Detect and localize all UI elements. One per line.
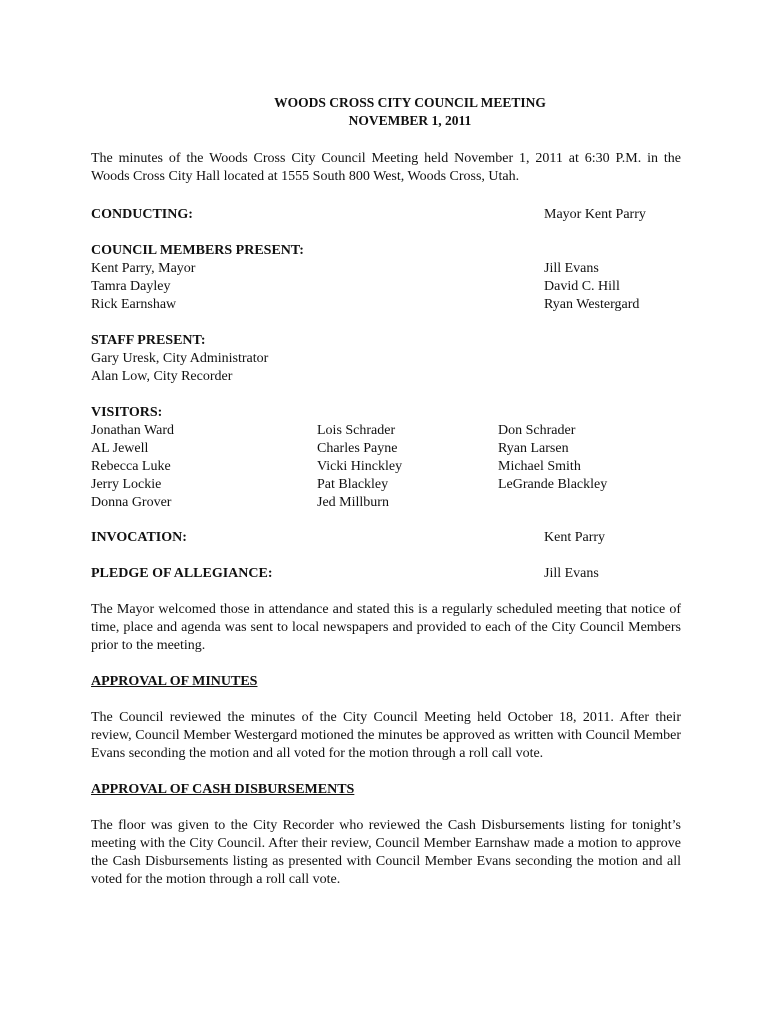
conducting-label: CONDUCTING:: [91, 207, 193, 222]
visitor: Ryan Larsen: [498, 441, 569, 456]
staff-member: Alan Low, City Recorder: [91, 369, 233, 384]
pledge-label: PLEDGE OF ALLEGIANCE:: [91, 566, 273, 581]
staff-section: [91, 332, 681, 386]
visitor: AL Jewell: [91, 441, 149, 456]
visitor: Rebecca Luke: [91, 459, 171, 474]
approval-minutes-paragraph: The Council reviewed the minutes of the City Council Meeting held October 18, 2011. After their review, Council Member Westergard motioned the minutes be approved as written with Council Member Evans seconding the motion and all voted for the motion through a roll call vote.: [91, 710, 681, 761]
invocation-value: Kent Parry: [544, 530, 606, 545]
council-member: David C. Hill: [544, 279, 620, 294]
visitor: Donna Grover: [91, 495, 172, 510]
council-members-label: COUNCIL MEMBERS PRESENT:: [91, 243, 304, 258]
conducting-value: Mayor Kent Parry: [544, 207, 646, 222]
visitor: Lois Schrader: [317, 423, 396, 438]
invocation-label: INVOCATION:: [91, 530, 187, 545]
visitor: Don Schrader: [498, 423, 576, 438]
title-line-1: WOODS CROSS CITY COUNCIL MEETING: [274, 95, 546, 110]
staff-member: Gary Uresk, City Administrator: [91, 351, 269, 366]
council-member-row: [91, 296, 681, 314]
visitor: Jed Millburn: [317, 495, 389, 510]
document-page: [91, 94, 681, 889]
council-member: Jill Evans: [544, 261, 599, 276]
approval-minutes-heading: APPROVAL OF MINUTES: [91, 674, 258, 689]
visitor: Vicki Hinckley: [317, 459, 403, 474]
invocation-row: [91, 529, 681, 547]
staff-label: STAFF PRESENT:: [91, 333, 206, 348]
cash-disbursements-heading: APPROVAL OF CASH DISBURSEMENTS: [91, 782, 355, 797]
council-member-row: [91, 260, 681, 278]
pledge-value: Jill Evans: [544, 566, 599, 581]
council-members-list: [91, 260, 681, 314]
council-member: Kent Parry, Mayor: [91, 261, 196, 276]
visitors-section: [91, 404, 681, 512]
cash-disbursements-paragraph: The floor was given to the City Recorder who reviewed the Cash Disbursements listing for tonight’s meeting with the City Council. After their review, Council Member Earnshaw made a motion to approve the Cash Disbursements listing as presented with Council Member Evans seconding the motion and all voted for the motion through a roll call vote.: [91, 818, 681, 887]
conducting-row: [91, 206, 681, 224]
visitors-column-1: [91, 422, 174, 512]
pledge-row: [91, 565, 681, 583]
visitor: LeGrande Blackley: [498, 477, 608, 492]
welcome-paragraph: The Mayor welcomed those in attendance and stated this is a regularly scheduled meeting that notice of time, place and agenda was sent to local newspapers and provided to each of the City Council Members prior to the meeting.: [91, 602, 681, 653]
visitors-column-3: [498, 422, 607, 494]
council-members-section: [91, 242, 681, 314]
visitor: Michael Smith: [498, 459, 581, 474]
visitor: Pat Blackley: [317, 477, 389, 492]
intro-paragraph: The minutes of the Woods Cross City Council Meeting held November 1, 2011 at 6:30 P.M. in the Woods Cross City Hall located at 1555 South 800 West, Woods Cross, Utah.: [91, 151, 681, 184]
council-member: Tamra Dayley: [91, 279, 171, 294]
title-line-2: NOVEMBER 1, 2011: [348, 113, 472, 128]
visitors-label: VISITORS:: [91, 405, 163, 420]
council-member-row: [91, 278, 681, 296]
visitors-column-2: [317, 422, 402, 512]
visitors-list: [91, 422, 681, 512]
document-title: [91, 94, 681, 130]
visitor: Charles Payne: [317, 441, 398, 456]
visitor: Jerry Lockie: [91, 477, 162, 492]
council-member: Rick Earnshaw: [91, 297, 177, 312]
visitor: Jonathan Ward: [91, 423, 174, 438]
council-member: Ryan Westergard: [544, 297, 640, 312]
